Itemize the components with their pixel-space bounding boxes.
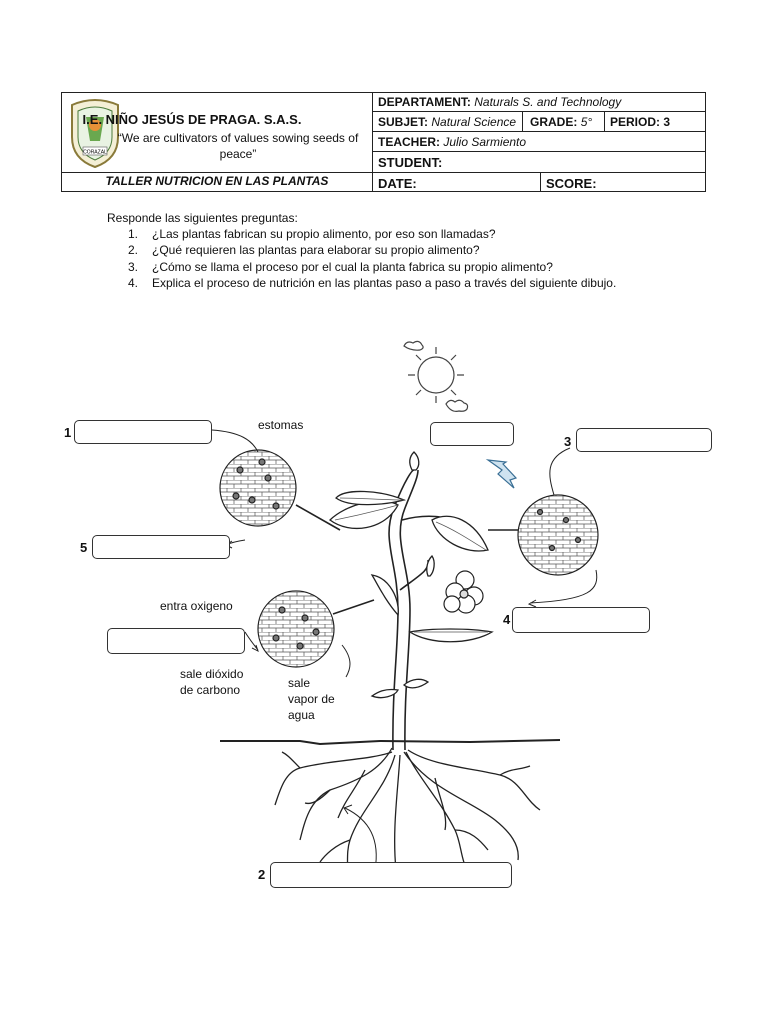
subject-label: SUBJET: [378, 115, 429, 129]
school-motto: “We are cultivators of values sowing seeds of peace” [117, 131, 359, 161]
answer-box-4[interactable] [512, 607, 650, 633]
department-label: DEPARTAMENT: [378, 95, 471, 109]
header-divider [604, 111, 605, 131]
question-item: 3. ¿Cómo se llama el proceso por el cual la planta fabrica su propio alimento? [128, 260, 553, 274]
plant-nutrition-diagram [0, 300, 768, 920]
questions-intro: Responde las siguientes preguntas: [107, 211, 298, 225]
department-value: Naturals S. and Technology [474, 95, 622, 109]
date-field[interactable]: DATE: [378, 176, 417, 191]
flower-icon [444, 571, 483, 613]
student-field[interactable]: STUDENT: [378, 155, 443, 170]
answer-box-1[interactable] [74, 420, 212, 444]
subject-row [378, 115, 516, 129]
answer-box-top-center[interactable] [430, 422, 514, 446]
grade-cell [530, 115, 592, 129]
label-sale: sale [288, 676, 311, 690]
ground-line [220, 740, 560, 744]
header-divider [61, 172, 706, 173]
period-value: 3 [663, 115, 671, 129]
cells-magnifier-right [518, 495, 598, 575]
answer-box-3[interactable] [576, 428, 712, 452]
stomata-magnifier-left-bottom [258, 591, 334, 667]
school-name: I.E. NIÑO JESÚS DE PRAGA. S.A.S. [82, 112, 302, 127]
score-field[interactable]: SCORE: [546, 176, 597, 191]
label-entra-oxigeno: entra oxigeno [160, 599, 233, 613]
label-vapor-de: vapor de [288, 692, 335, 706]
answer-box-2[interactable] [270, 862, 512, 888]
workshop-title: TALLER NUTRICION EN LAS PLANTAS [105, 174, 329, 188]
connector-lines [296, 505, 518, 614]
number-label: 5 [80, 540, 88, 555]
sunlight-arrow-icon [488, 460, 516, 488]
label-de-carbono: de carbono [180, 683, 241, 697]
label-estomas: estomas [258, 418, 304, 432]
period-cell [610, 115, 670, 129]
question-item: 2. ¿Qué requieren las plantas para elaborar su propio alimento? [128, 243, 480, 257]
header-divider [540, 172, 541, 192]
number-label: 4 [503, 612, 511, 627]
teacher-label: TEACHER: [378, 135, 440, 149]
header-divider [372, 131, 706, 132]
header-divider [372, 92, 373, 192]
label-agua: agua [288, 708, 315, 722]
number-label: 1 [64, 425, 72, 440]
header-divider [372, 151, 706, 152]
svg-text:CORAZAL: CORAZAL [83, 149, 107, 156]
department-row [378, 95, 621, 109]
sun-icon [404, 341, 468, 411]
teacher-row [378, 135, 526, 149]
label-sale-dioxido: sale dióxido [180, 667, 244, 681]
question-item: 1. ¿Las plantas fabrican su propio alimento, por eso son llamadas? [128, 227, 496, 241]
answer-box-left-middle[interactable] [107, 628, 245, 654]
stomata-magnifier-left-top [220, 450, 296, 526]
grade-value: 5° [580, 115, 593, 129]
grade-label: GRADE: [530, 115, 578, 129]
number-label: 3 [564, 434, 572, 449]
answer-box-5[interactable] [92, 535, 230, 559]
header-divider [522, 111, 523, 131]
period-label: PERIOD: [610, 115, 661, 129]
teacher-value: Julio Sarmiento [443, 135, 527, 149]
plant-roots [275, 748, 540, 880]
number-label: 2 [258, 867, 266, 882]
header-divider [372, 111, 706, 112]
question-item: 4. Explica el proceso de nutrición en las plantas paso a paso a través del siguiente dibujo. [128, 276, 617, 290]
subject-value: Natural Science [431, 115, 517, 129]
